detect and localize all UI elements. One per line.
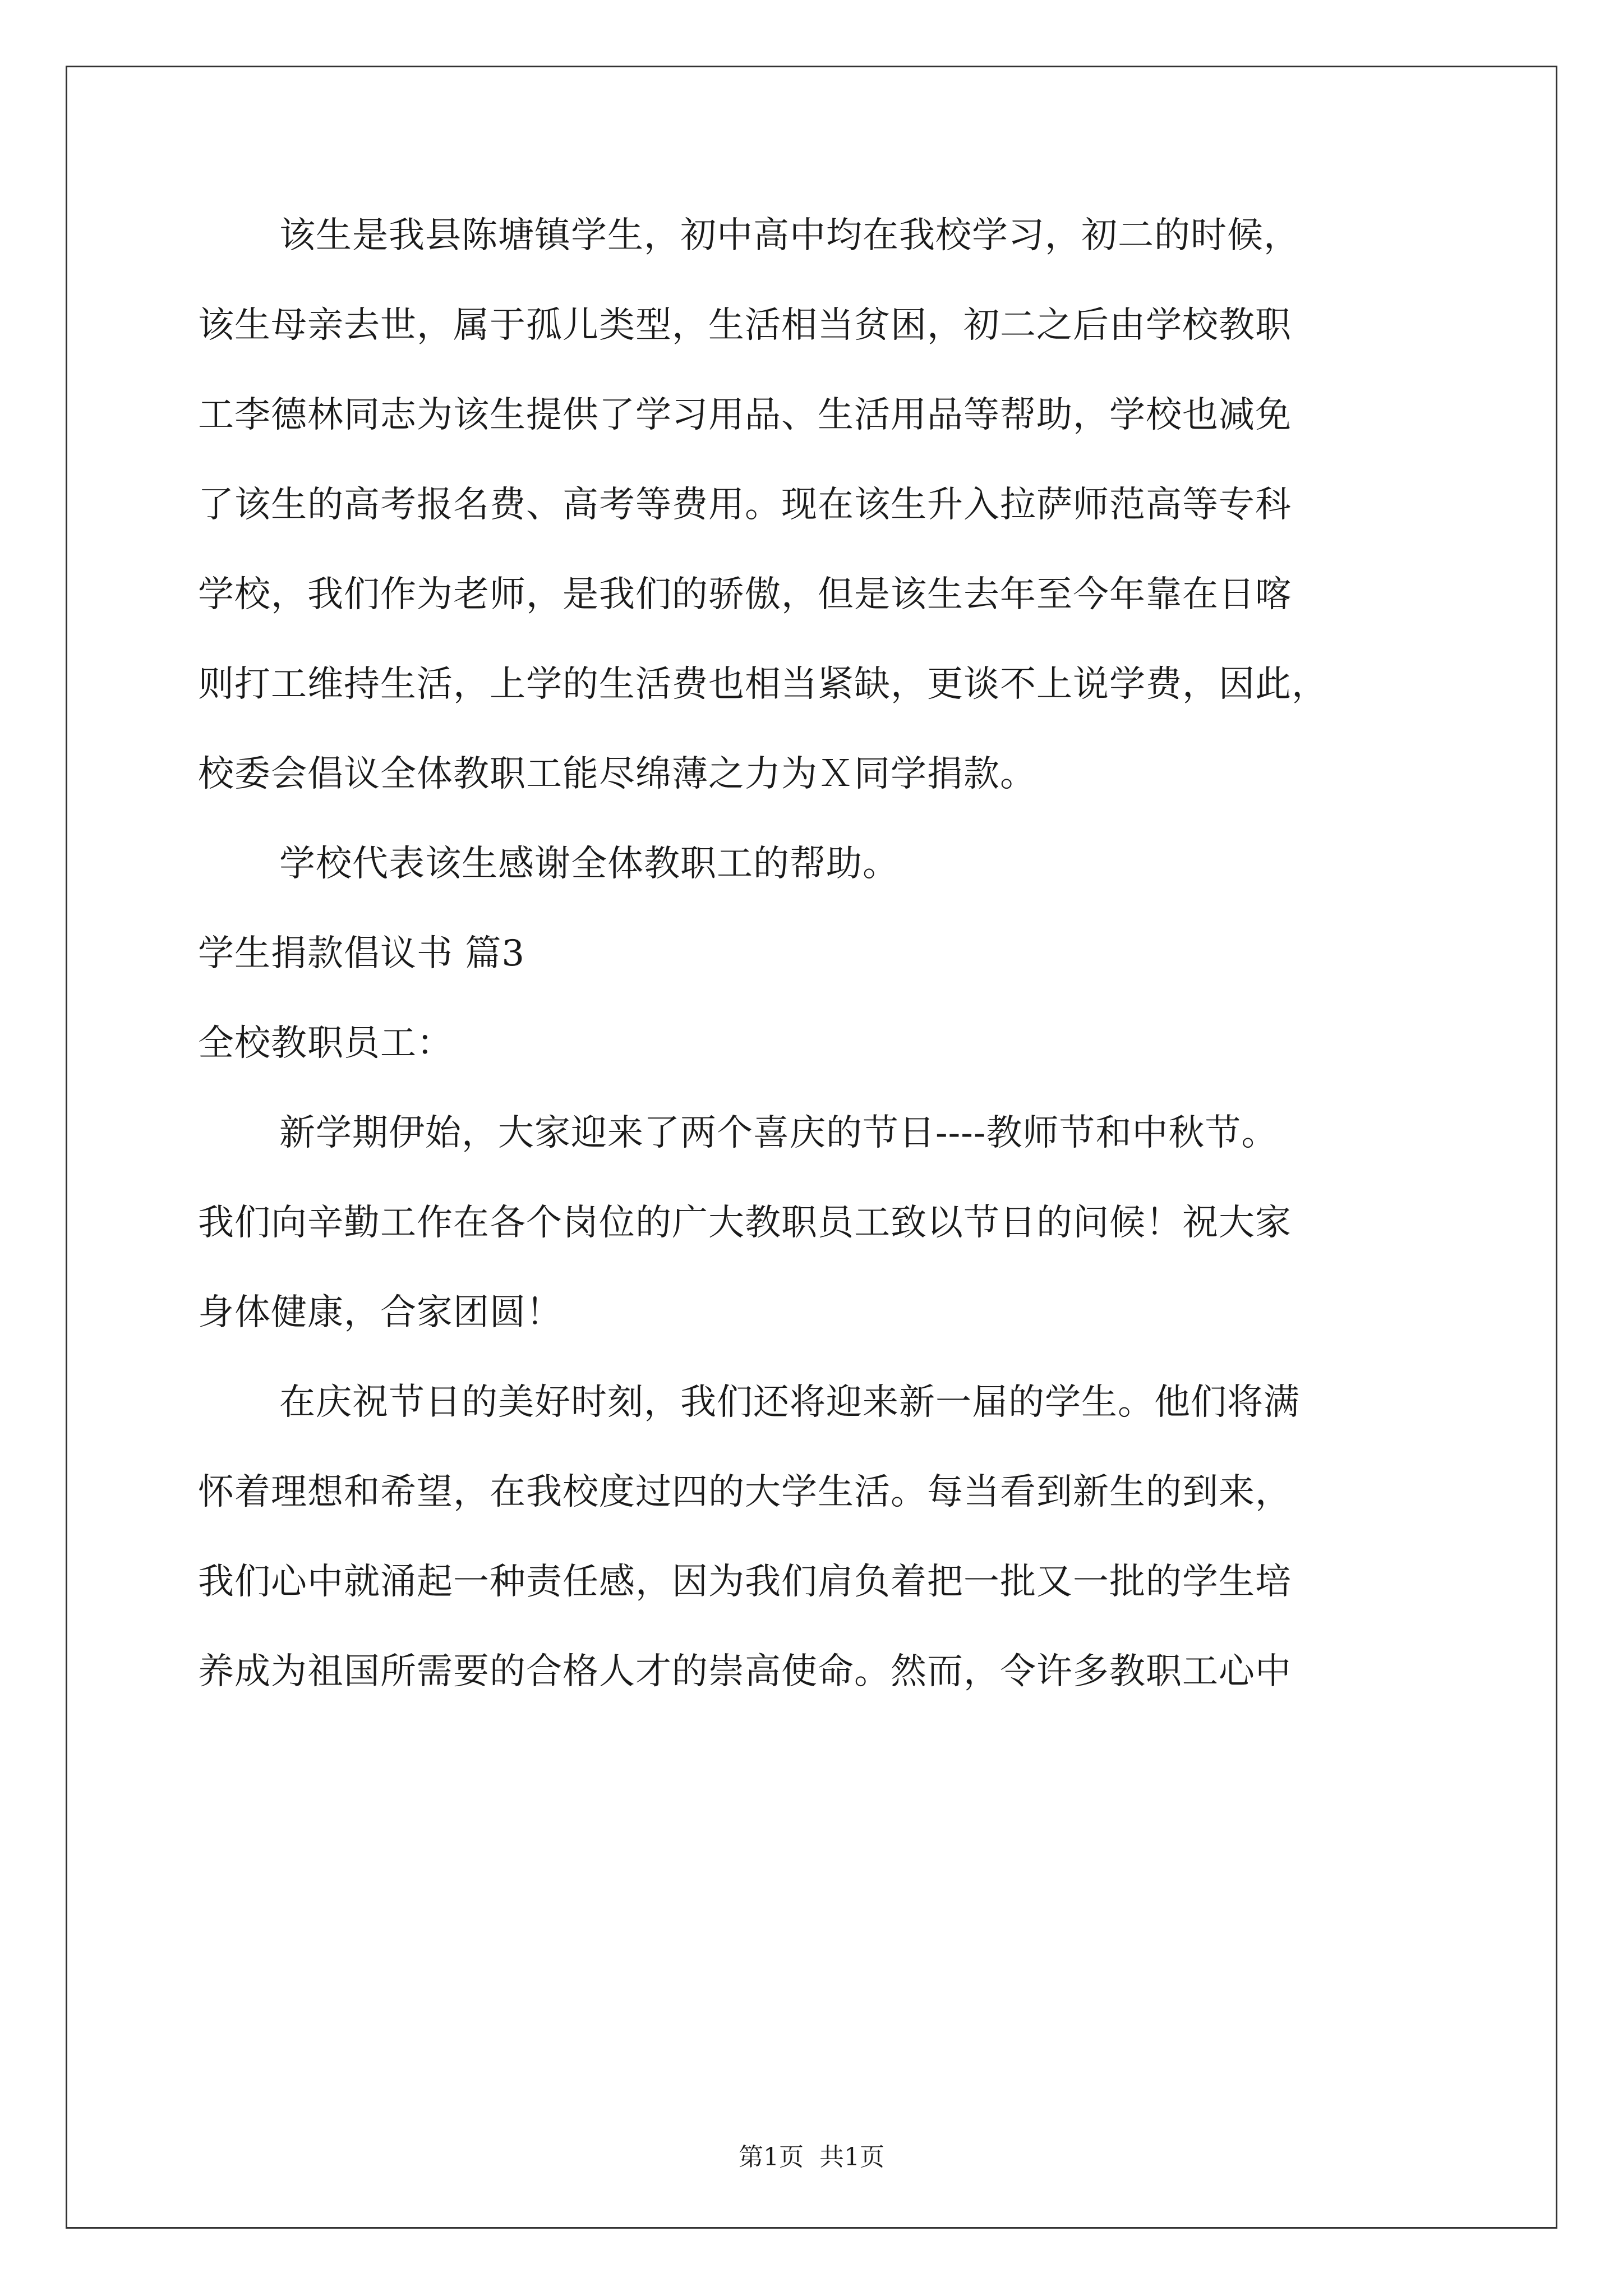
text-line: 了该生的高考报名费、高考等费用。现在该生升入拉萨师范高等专科 (198, 484, 1292, 526)
text-line: 我们心中就涌起一种责任感，因为我们肩负着把一批又一批的学生培 (198, 1561, 1292, 1603)
text-line: 我们向辛勤工作在各个岗位的广大教职员工致以节日的问候！祝大家 (198, 1202, 1292, 1244)
text-line: 工李德林同志为该生提供了学习用品、生活用品等帮助，学校也减免 (198, 394, 1292, 436)
section-title: 学生捐款倡议书 篇3 (198, 933, 525, 974)
text-line: 校委会倡议全体教职工能尽绵薄之力为Ｘ同学捐款。 (198, 753, 1036, 795)
text-line: 该生母亲去世，属于孤儿类型，生活相当贫困，初二之后由学校教职 (198, 305, 1292, 346)
text-line: 学校代表该生感谢全体教职工的帮助。 (279, 843, 899, 885)
text-line: 身体健康，合家团圆！ (198, 1292, 562, 1333)
text-line: 怀着理想和希望，在我校度过四的大学生活。每当看到新生的到来， (198, 1471, 1292, 1513)
text-line: 该生是我县陈塘镇学生，初中高中均在我校学习，初二的时候， (279, 215, 1300, 256)
text-line: 则打工维持生活，上学的生活费也相当紧缺，更谈不上说学费，因此， (198, 664, 1328, 705)
text-line: 学校，我们作为老师，是我们的骄傲，但是该生去年至今年靠在日喀 (198, 574, 1292, 615)
page-footer: 第1页 共1页 (739, 2143, 884, 2171)
text-line: 在庆祝节日的美好时刻，我们还将迎来新一届的学生。他们将满 (279, 1382, 1300, 1423)
text-line: 新学期伊始，大家迎来了两个喜庆的节日----教师节和中秋节。 (279, 1112, 1278, 1154)
salutation: 全校教职员工： (198, 1023, 453, 1064)
text-line: 养成为祖国所需要的合格人才的崇高使命。然而，令许多教职工心中 (198, 1651, 1292, 1692)
